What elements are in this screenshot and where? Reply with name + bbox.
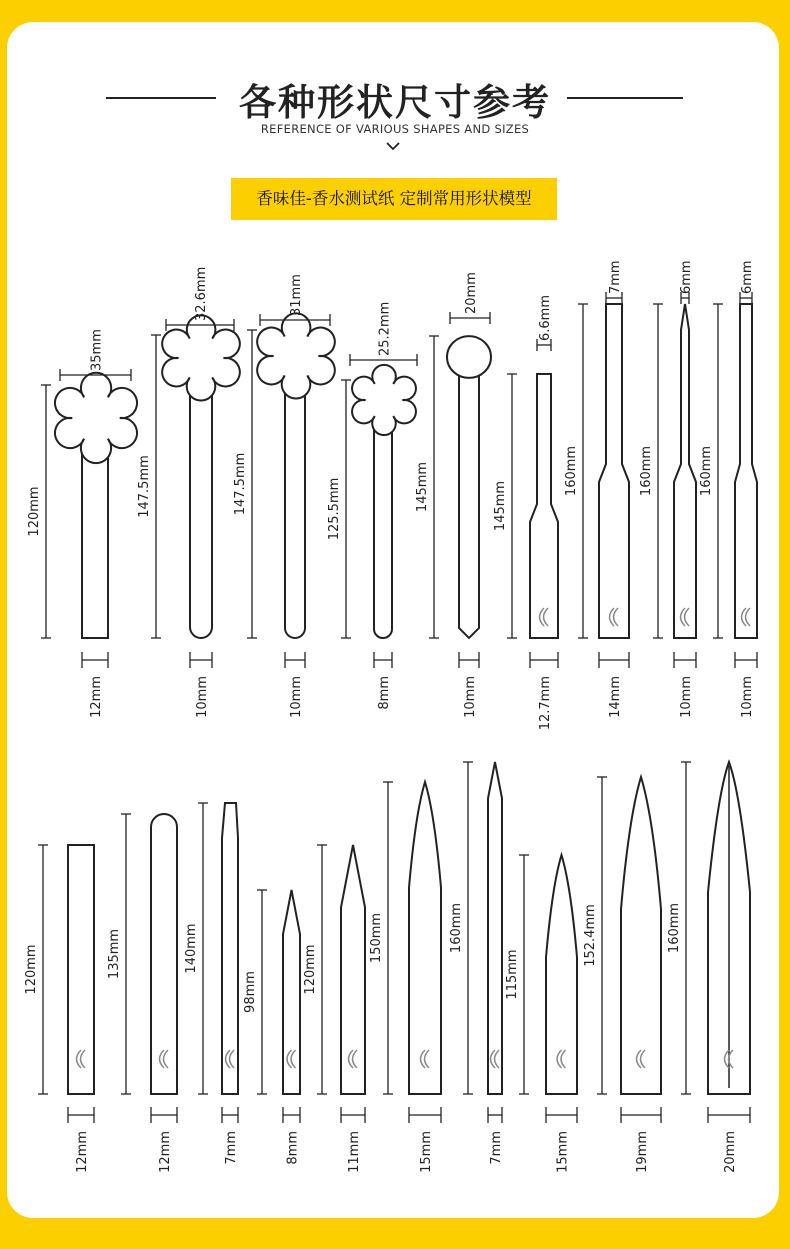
dim-width-r2-3-label: 7mm <box>224 1131 239 1165</box>
dim-width-r2-8-label: 15mm <box>555 1131 571 1173</box>
dim-width-r2-8 <box>546 1107 577 1173</box>
dim-width-r1-6 <box>530 652 558 730</box>
dim-height-r1-2 <box>137 335 161 638</box>
dim-width-r1-7 <box>599 652 629 718</box>
dim-top-r1-8-label: 6mm <box>679 260 694 294</box>
dim-width-r1-4-label: 8mm <box>377 676 392 710</box>
category-badge: 香味佳-香水测试纸 定制常用形状模型 <box>231 178 557 220</box>
dim-top-r1-6-label: 6.6mm <box>538 294 553 341</box>
dim-width-r1-8 <box>674 652 696 718</box>
dim-width-r1-9-label: 10mm <box>740 676 755 718</box>
dim-height-r2-3-label: 140mm <box>184 923 199 974</box>
dim-top-r1-5 <box>450 272 490 324</box>
dim-height-r2-5 <box>303 845 327 1094</box>
dim-height-r1-1-label: 120mm <box>27 486 42 537</box>
dim-height-r2-1 <box>24 845 48 1094</box>
dim-height-r1-9-label: 160mm <box>699 445 714 497</box>
dim-height-r2-6 <box>369 782 393 1094</box>
shape-row1-item-3 <box>257 313 335 638</box>
dim-width-r2-1 <box>68 1107 94 1173</box>
dim-height-r1-3-label: 147.5mm <box>233 452 248 516</box>
dim-width-r2-7 <box>488 1107 504 1165</box>
dim-width-r2-9-label: 19mm <box>635 1131 650 1173</box>
dim-height-r1-7 <box>564 304 588 638</box>
dim-top-r1-2-label: 32.6mm <box>194 266 209 321</box>
dim-width-r1-3-label: 10mm <box>289 676 304 718</box>
dim-height-r1-5 <box>415 336 439 638</box>
shape-row1-item-9 <box>735 304 757 638</box>
dim-height-r2-9 <box>583 777 607 1094</box>
dim-top-r1-9-label: 6mm <box>740 260 755 294</box>
dim-height-r2-9-label: 152.4mm <box>583 904 598 967</box>
dim-width-r2-10-label: 20mm <box>723 1131 738 1173</box>
dim-height-r1-6-label: 145mm <box>493 480 508 532</box>
dim-height-r2-4-label: 98mm <box>243 971 258 1013</box>
dim-top-r1-9 <box>740 260 755 304</box>
dim-height-r1-6 <box>493 374 517 638</box>
shape-row2-item-7 <box>488 762 502 1094</box>
dim-height-r1-7-label: 160mm <box>564 445 579 497</box>
dim-height-r1-4-label: 125.5mm <box>327 477 342 541</box>
dim-width-r1-5-label: 10mm <box>463 676 478 718</box>
dim-width-r1-1-label: 12mm <box>89 676 104 718</box>
shape-row1-item-6 <box>530 374 558 638</box>
dim-width-r2-6 <box>409 1107 441 1173</box>
dim-height-r2-2 <box>107 814 131 1094</box>
dim-top-r1-4 <box>350 302 417 366</box>
dim-width-r1-6-label: 12.7mm <box>538 676 553 731</box>
dim-width-r2-5-label: 11mm <box>347 1131 362 1173</box>
dim-height-r2-8-label: 115mm <box>505 949 520 1000</box>
dim-height-r1-2-label: 147.5mm <box>137 455 152 518</box>
shape-row1-item-5 <box>447 336 491 638</box>
dim-top-r1-7 <box>606 260 623 304</box>
dim-width-r2-1-label: 12mm <box>75 1131 90 1173</box>
dim-height-r2-10-label: 160mm <box>667 902 682 954</box>
dim-width-r2-5 <box>341 1107 365 1173</box>
shape-row2-item-10 <box>708 762 750 1094</box>
dim-width-r1-7-label: 14mm <box>608 676 623 718</box>
dim-width-r1-2-label: 10mm <box>195 676 210 718</box>
dim-top-r1-4-label: 25.2mm <box>377 301 393 356</box>
dim-top-r1-1-label: 35mm <box>89 329 105 371</box>
page-title: 各种形状尺寸参考 <box>239 81 551 124</box>
dim-height-r1-5-label: 145mm <box>415 461 430 513</box>
page-subtitle: REFERENCE OF VARIOUS SHAPES AND SIZES <box>260 122 530 136</box>
dim-width-r2-7-label: 7mm <box>489 1131 504 1165</box>
dim-width-r1-9 <box>735 652 757 718</box>
dim-height-r2-3 <box>184 803 208 1094</box>
shape-row1-item-1 <box>55 373 137 638</box>
dim-width-r2-2 <box>151 1107 177 1173</box>
dim-width-r1-5 <box>459 652 479 718</box>
dim-width-r2-9 <box>621 1107 661 1173</box>
dim-width-r2-4 <box>283 1107 301 1165</box>
shape-row1-item-4 <box>352 365 416 638</box>
dim-height-r2-6-label: 150mm <box>369 912 384 964</box>
dim-height-r1-4 <box>327 380 351 638</box>
shape-row2-item-6 <box>409 782 441 1094</box>
dim-height-r2-7 <box>449 762 473 1094</box>
dim-height-r2-2-label: 135mm <box>107 928 122 980</box>
shape-row2-item-2 <box>151 814 177 1094</box>
dim-width-r1-3 <box>285 652 305 718</box>
shape-row1-item-8 <box>674 304 696 638</box>
dim-height-r1-8 <box>639 304 663 638</box>
dim-width-r1-8-label: 10mm <box>679 676 694 718</box>
dim-top-r1-7-label: 7mm <box>608 260 623 294</box>
dim-height-r2-1-label: 120mm <box>24 944 39 995</box>
dim-height-r2-5-label: 120mm <box>303 944 318 995</box>
dim-top-r1-2 <box>166 267 234 331</box>
dim-height-r1-1 <box>27 385 51 638</box>
dim-width-r2-2-label: 12mm <box>158 1131 173 1173</box>
dim-width-r2-10 <box>708 1107 750 1173</box>
shape-row1-item-2 <box>162 315 240 638</box>
dim-width-r2-4-label: 8mm <box>285 1131 301 1165</box>
dim-height-r2-4 <box>243 890 267 1094</box>
dim-width-r1-2 <box>190 652 212 718</box>
dim-height-r2-8 <box>505 855 529 1094</box>
dim-top-r1-8 <box>679 260 694 304</box>
shape-row2-item-9 <box>621 777 661 1094</box>
dim-width-r1-1 <box>82 652 108 718</box>
dim-height-r1-9 <box>699 304 723 638</box>
dim-height-r2-10 <box>667 762 691 1094</box>
dim-width-r2-3 <box>222 1107 239 1165</box>
dim-top-r1-5-label: 20mm <box>464 272 479 314</box>
dim-height-r1-8-label: 160mm <box>639 445 654 497</box>
dim-height-r2-7-label: 160mm <box>449 902 464 954</box>
dim-width-r2-6-label: 15mm <box>419 1131 434 1173</box>
dim-top-r1-6 <box>537 295 553 351</box>
shape-row1-item-7 <box>599 304 629 638</box>
dim-top-r1-3-label: 31mm <box>289 274 304 316</box>
dim-width-r1-4 <box>374 652 392 710</box>
